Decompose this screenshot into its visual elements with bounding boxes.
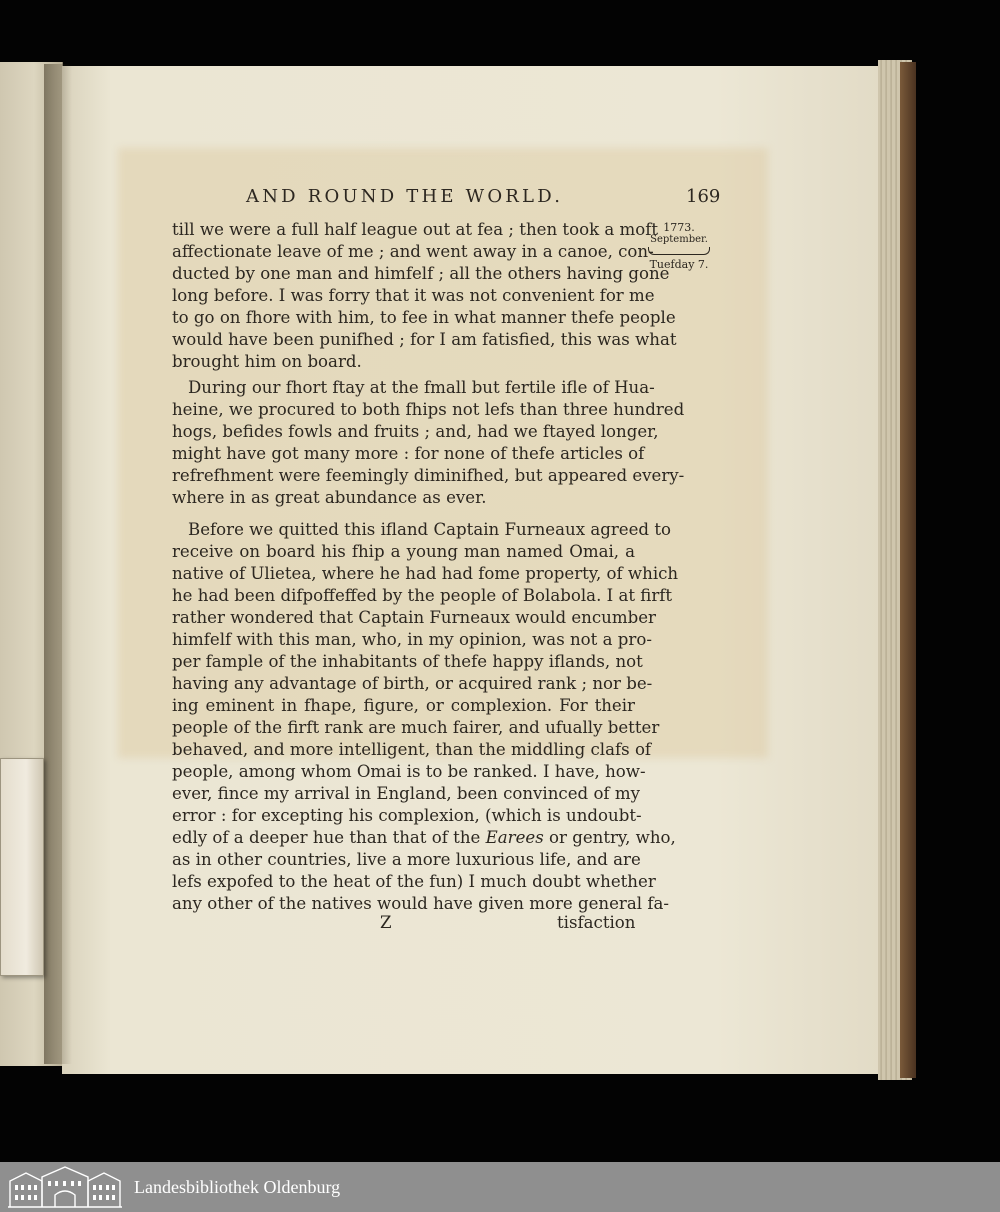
text-line-with-italic (172, 827, 676, 849)
text-line: long before. I was forry that it was not convenient for me (172, 286, 655, 305)
text-line: he had been difpoffeffed by the people of Bolabola. I at firft (172, 586, 673, 605)
text-line: lefs expofed to the heat of the fun) I much doubt whether (172, 872, 656, 891)
text-line: hogs, befides fowls and fruits ; and, had we ftayed longer, (172, 422, 659, 441)
text-line: error : for excepting his complexion, (which is undoubt- (172, 806, 642, 825)
margin-brace (648, 247, 710, 255)
text-line: During our fhort ftay at the fmall but fertile ifle of Hua- (188, 378, 655, 397)
paper-bookmark (0, 758, 44, 976)
text-segment: or gentry, who, (543, 828, 676, 847)
page-number: 169 (686, 186, 721, 207)
margin-year: 1773. (663, 221, 695, 234)
text-line: behaved, and more intelligent, than the middling clafs of (172, 740, 652, 759)
text-line: having any advantage of birth, or acquired rank ; nor be- (172, 674, 653, 693)
text-line: ing eminent in fhape, figure, or complexion. For their (172, 696, 635, 715)
margin-month: September. (650, 234, 708, 245)
library-name[interactable]: Landesbibliothek Oldenburg (134, 1177, 341, 1197)
text-line: ducted by one man and himfelf ; all the others having gone (172, 264, 670, 283)
text-line: per fample of the inhabitants of thefe happy iflands, not (172, 652, 643, 671)
text-line: people of the firft rank are much fairer, and ufually better (172, 718, 660, 737)
text-segment: edly of a deeper hue than that of the (172, 828, 486, 847)
italic-term: Earees (485, 828, 544, 847)
text-line: heine, we procured to both fhips not lefs than three hundred (172, 400, 685, 419)
text-line: as in other countries, live a more luxurious life, and are (172, 850, 641, 869)
text-line: brought him on board. (172, 352, 362, 371)
text-line: would have been punifhed ; for I am fatisfied, this was what (172, 330, 677, 349)
text-line: himfelf with this man, who, in my opinion, was not a pro- (172, 630, 652, 649)
text-line: native of Ulietea, where he had had fome property, of which (172, 564, 679, 583)
book-cover-edge (900, 62, 916, 1078)
running-head: AND ROUND THE WORLD. (246, 186, 564, 207)
text-line: rather wondered that Captain Furneaux would encumber (172, 608, 656, 627)
library-building-icon[interactable] (6, 1165, 124, 1209)
text-line: any other of the natives would have given more general fa- (172, 894, 669, 913)
gutter-shadow (44, 64, 72, 1064)
text-line: till we were a full half league out at fea ; then took a moft (172, 220, 659, 239)
text-line: where in as great abundance as ever. (172, 488, 487, 507)
catchword: tisfaction (557, 913, 636, 932)
text-line: Before we quitted this ifland Captain Furneaux agreed to (188, 520, 671, 539)
text-line: might have got many more : for none of thefe articles of (172, 444, 645, 463)
text-line: to go on fhore with him, to fee in what manner thefe people (172, 308, 676, 327)
text-line: ever, fince my arrival in England, been convinced of my (172, 784, 640, 803)
margin-day: Tuefday 7. (649, 258, 709, 271)
signature-mark: Z (380, 913, 392, 932)
text-line: affectionate leave of me ; and went away in a canoe, con- (172, 242, 654, 261)
text-line: people, among whom Omai is to be ranked. I have, how- (172, 762, 646, 781)
text-line: refrefhment were feemingly diminifhed, but appeared every- (172, 466, 685, 485)
library-footer-bar (0, 1162, 1000, 1212)
text-line: receive on board his fhip a young man named Omai, a (172, 542, 635, 561)
